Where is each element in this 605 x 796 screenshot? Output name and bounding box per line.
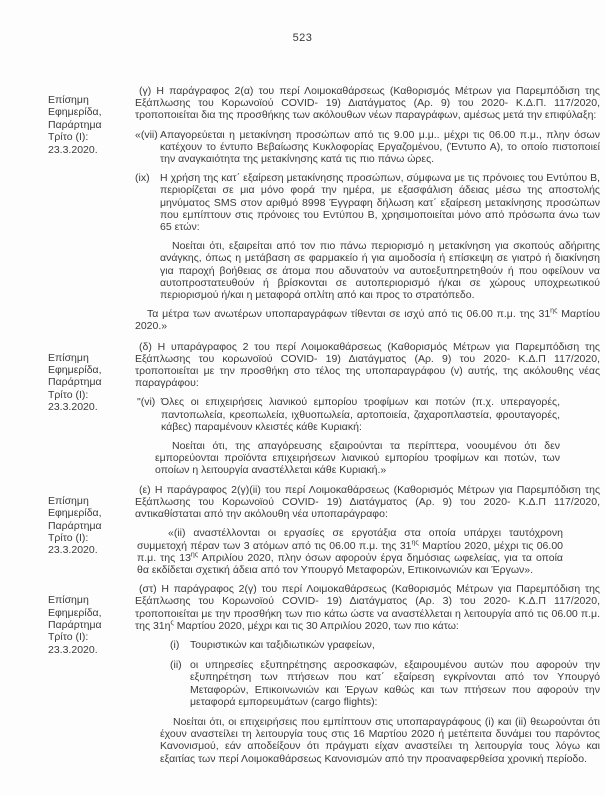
ta-metra-text-2: Μαρτίου 2020.» [135,308,600,333]
margin-note-1 [48,94,132,156]
subparagraph-vii-label: «(vii) [135,128,158,141]
margin-note-line: Επίσημη [48,494,89,507]
subparagraph-vii-text: Απαγορεύεται η μετακίνηση προσώπων από τις 9.00 μ.μ.. μέχρι τις 06.00 π.μ., πλην όσων κατέχουν το έντυπο Βεβαίωσης Κυκλοφορίας Εργαζομένου, (Έντυπο Α), το οποίο πιστοποιεί την αναγκαιότητα της μετακίνησης κατά τις πιο πάνω ώρες. [160,128,600,166]
margin-note-line: Επίσημη [48,351,89,364]
margin-note-line: Παράρτημα [48,376,102,389]
quote-ii-superscript-1: ης [411,539,419,546]
list-item-i-text: Τουριστικών και ταξιδιωτικών γραφείων, [190,638,375,651]
margin-note-line: Παράρτημα [48,118,102,131]
subparagraph-vi-text: Όλες οι επιχειρήσεις λιανικού εμπορίου τροφίμων και ποτών (π.χ. υπεραγορές, παντοπωλεία, κρεοπωλεία, ιχθυοπωλεία, αρτοποιεία, ζαχαροπλαστεία, φρουταγορές, κάβες) παραμένουν κλειστές κάθε Κυριακή: [161,396,560,433]
margin-note-line: Επίσημη [48,594,89,607]
quoted-subparagraph-ii [137,527,563,576]
margin-note-line: Τρίτο (Ι): [48,631,89,644]
subparagraph-ix [135,172,600,233]
margin-note-line: Τρίτο (Ι): [48,531,89,544]
margin-note-line: Εφημερίδα, [48,364,102,377]
subparagraph-vi-label: "(vi) [137,396,156,409]
margin-note-line: Τρίτο (Ι): [48,131,89,144]
proviso-3: Νοείται ότι, οι επιχειρήσεις που εμπίπτουν στις υποπαραγράφους (i) και (ii) θεωρούνται ότι έχουν αναστείλει τη λειτουργία τους στις 16 Μαρτίου 2020 ή μετέπειτα δυνάμει του παρόντος Κανονισμού, εάν αποδείξουν ότι πράγματι είχαν αναστείλει τη λειτουργία τους λόγω και εξαιτίας των περί Λοιμοκαθάρσεως Κανονισμών από την προαναφερθείσα χρονική περίοδο. [160,715,600,765]
proviso-2: Νοείται ότι, της απαγόρευσης εξαιρούνται τα περίπτερα, νοουμένου ότι δεν εμπορεύονται προϊόντα επιχειρήσεων λιανικού εμπορίου τροφίμων και ποτών, των οποίων η λειτουργία αναστέλλεται κάθε Κυριακή.» [155,440,560,477]
margin-note-4 [48,594,132,656]
margin-note-line: Παράρτημα [48,519,102,532]
subparagraph-vi [137,396,560,433]
margin-note-3 [48,495,132,557]
quote-ii-text: «(ii) αναστέλλονται οι εργασίες σε εργοτάξια στα οποία υπάρχει ταυτόχρονη συμμετοχή πέραν των 3 ατόμων από τις 06.00 π.μ. της 31 [137,527,563,552]
paragraph-c-text: (γ) Η παράγραφος 2(α) του περί Λοιμοκαθάρσεως (Καθορισμός Μέτρων για Παρεμπόδιση της Εξάπλωσης του Κορωνοϊού COVID- 19) Διατάγματος (Αρ. 9) του 2020- Κ.Δ.Π. 117/2020, τροποποιείται δια της προσθήκης των ακόλουθων νέων παραγράφων, αμέσως μετά την επιφύλαξη: [135,85,600,122]
list-item-ii-text: οι υπηρεσίες εξυπηρέτησης αεροσκαφών, εξαιρουμένου αυτών που αφορούν την εξυπηρέτηση των πτήσεων που κατ΄ εξαίρεση εγκρίνονται από τον Υπουργό Μεταφορών, Επικοινωνιών και Έργων καθώς και των πτήσεων που αφορούν την μεταφορά εμπορευμάτων (cargo flights): [190,659,600,708]
margin-note-line: Εφημερίδα, [48,507,102,520]
list-item-ii [170,659,600,708]
paragraph-ta-metra [135,308,600,332]
quote-ii-text-3: Απριλίου 2020, πλην όσων αφορούν έργα δημόσιας ωφελείας, για τα οποία θα εκδίδεται σχετική άδεια από τον Υπουργό Μεταφορών, Επικοινωνιών και Έργων». [137,551,563,576]
margin-note-line: Παράρτημα [48,618,102,631]
ta-metra-superscript: ης [550,307,558,315]
margin-note-line: Εφημερίδα, [48,606,102,619]
quote-ii-superscript-2: ης [190,551,199,559]
subparagraph-ix-text: Η χρήση της κατ΄ εξαίρεση μετακίνησης προσώπων, σύμφωνα με τις πρόνοιες του Εντύπου Β, περιορίζεται σε μια μόνο φορά την ημέρα, με εξασφάλιση άδειας μέσω της αποστολής μηνύματος SMS στον αριθμό 8998 Έγγραφη δήλωση κατ΄ εξαίρεση μετακίνησης προσώπων που εμπίπτουν στις πρόνοιες του Εντύπου Β, χρησιμοποιείται μόνο από πρόσωπα άνω των 65 ετών: [160,172,600,234]
margin-note-line: 23.3.2020. [48,544,98,557]
margin-note-line: 23.3.2020. [48,143,98,156]
ta-metra-text: Τα μέτρα των ανωτέρων υποπαραγράφων τίθενται σε ισχύ από τις 06.00 π.μ. της 31 [147,308,551,321]
list-item-ii-label: (ii) [170,659,182,672]
paragraph-d-text: (δ) Η υπαράγραφος 2 του περί Λοιμοκαθάρσεως (Καθορισμός Μέτρων για Παρεμπόδιση της Εξάπλωσης του κορωνοϊού COVID- 19) Διατάγματος (Αρ. 9) του 2020- Κ.Δ.Π 117/2020, τροποποιείται με την προσθήκη στο τέλος της υποπαραγράφου (v) αυτής, της ακόλουθης νέας παραγράφου: [135,340,600,390]
subparagraph-vii [135,129,600,166]
paragraph-st-text: (στ) Η παράγραφος 2(γ) του περί Λοιμοκαθάρσεως (Καθορισμός Μέτρων για Παρεμπόδιση της Εξάπλωσης του Κορωνοϊού COVID- 19) Διατάγματος (Αρ. 3) του 2020- Κ.Δ.Π 117/2020, τροποποιείται με την προσθήκη των πιο κάτω ώστε να αναστέλλεται η λειτουργία από τις 06.00 π.μ. της 31η [135,583,600,632]
paragraph-d [48,340,600,414]
list-items [170,639,600,708]
margin-note-line: 23.3.2020. [48,401,98,414]
page-number: 523 [292,32,313,44]
margin-note-line: 23.3.2020. [48,643,98,656]
margin-note-line: Εφημερίδα, [48,106,102,119]
quote-ii-text-2: Μαρτίου 2020, μέχρι τις 06.00 π.μ. της 13 [137,539,563,564]
subparagraph-ix-label: (ix) [135,172,150,185]
paragraph-e-text: (ε) Η παράγραφος 2(γ)(ii) του περί Λοιμοκαθάρσεως (Καθορισμός Μέτρων για Παρεμπόδιση της Εξάπλωσης του Κορωνοϊού COVID- 19) Διατάγματος (Αρ. 9) του 2020- Κ.Δ.Π 117/2020, αντικαθίσταται από την ακόλουθη νέα υποπαράγραφο: [135,483,600,521]
paragraph-st-superscript: ς [170,619,174,627]
margin-note-line: Τρίτο (Ι): [48,388,89,401]
list-item-i-label: (i) [170,638,180,651]
margin-note-line: Επίσημη [48,94,89,106]
proviso-1: Νοείται ότι, εξαιρείται από τον πιο πάνω περιορισμό η μετακίνηση για σκοπούς αδήριτης ανάγκης, όπως η μετάβαση σε φαρμακείο ή για αιμοδοσία ή επίσκεψη σε γιατρό ή διακίνηση για παροχή βοήθειας σε άτομα που αδυνατούν να αυτοεξυπηρετηθούν ή που οφείλουν να αυτοπροστατευθούν ή βρίσκονται σε αυτοπεριορισμό ή/και σε χώρους υποχρεωτικού περιορισμού ή/και η μεταφορά οπλίτη από και προς το στρατόπεδο. [160,240,600,302]
document-body [48,85,600,765]
margin-note-2 [48,352,132,414]
list-item-i [170,639,600,651]
paragraph-st-text-2: Μαρτίου 2020, μέχρι και τις 30 Απριλίου 2020, των πιο κάτω: [173,619,459,632]
